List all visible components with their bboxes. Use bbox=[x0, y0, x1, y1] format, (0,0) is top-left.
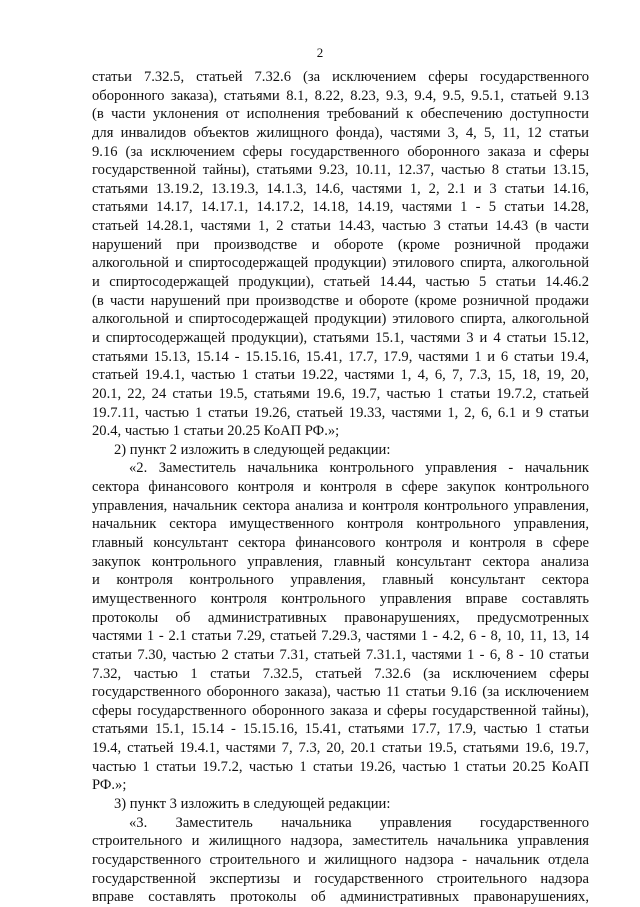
text-line: государственной экспертизы и государственного строительного надзора bbox=[92, 870, 589, 887]
text-line: алкогольной и спиртосодержащей продукции) этилового спирта, алкогольной bbox=[92, 311, 589, 328]
text-line: 7.32, частью 1 статьи 7.32.5, статьей 7.32.6 (за исключением сферы bbox=[92, 665, 589, 682]
text-line: статьей 14.28.1, частями 1, 2 статьи 14.43, частью 3 статьи 14.43 (в части bbox=[92, 218, 589, 235]
text-line: статьи 7.32.5, статьей 7.32.6 (за исключением сферы государственного bbox=[92, 69, 589, 85]
text-line: государственной тайны), статьями 9.23, 10.11, 12.37, частью 8 статьи 13.15, bbox=[92, 162, 589, 179]
text-line: управления, начальник сектора анализа и контроля контрольного управления, bbox=[92, 497, 589, 514]
text-line: статьями 13.19.2, 13.19.3, 14.1.3, 14.6, частями 1, 2, 2.1 и 3 статьи 14.16, bbox=[92, 180, 589, 197]
text-line: 9.16 (за исключением сферы государственного оборонного заказа и сферы bbox=[92, 143, 589, 160]
text-line: статьями 14.17, 14.17.1, 14.17.2, 14.18, 14.19, частями 1 - 5 статьи 14.28, bbox=[92, 199, 589, 216]
text-line: 2) пункт 2 изложить в следующей редакции: bbox=[114, 441, 391, 458]
text-line: 19.4, статьей 19.4.1, частями 7, 7.3, 20, 20.1 статьи 19.5, статьями 19.6, 19.7, bbox=[92, 740, 589, 757]
text-line: оборонного заказа), статьями 8.1, 8.22, 8.23, 9.3, 9.4, 9.5, 9.5.1, статьей 9.13 bbox=[92, 87, 589, 104]
text-line: для инвалидов объектов жилищного фонда), частями 3, 4, 5, 11, 12 статьи bbox=[92, 124, 589, 141]
text-line: протоколы об административных правонарушениях, предусмотренных bbox=[92, 609, 589, 626]
text-line: частью 1 статьи 19.7.2, частью 1 статьи 19.26, частью 1 статьи 20.25 КоАП bbox=[92, 758, 589, 775]
document-body bbox=[92, 68, 589, 907]
text-line: частями 1 - 2.1 статьи 7.29, статьей 7.29.3, частями 1 - 4.2, 6 - 8, 10, 11, 13, 14 bbox=[92, 628, 589, 645]
text-line: вправе составлять протоколы об административных правонарушениях, bbox=[92, 889, 589, 906]
text-line: статьями 15.1, 15.14 - 15.15.16, 15.41, статьями 17.7, 17.9, частью 1 статьи bbox=[92, 721, 589, 738]
text-line: (в части уклонения от исполнения требований к обеспечению доступности bbox=[92, 106, 589, 123]
text-line: 20.1, 22, 24 статьи 19.5, статьями 19.6, 19.7, частью 1 статьи 19.7.2, статьей bbox=[92, 385, 589, 402]
text-line: сферы государственного оборонного заказа и сферы государственной тайны), bbox=[92, 702, 589, 719]
text-line: начальник сектора имущественного контроля контрольного управления, bbox=[92, 516, 589, 533]
text-line: и спиртосодержащей продукции), статьями 15.1, частями 3 и 4 статьи 15.12, bbox=[92, 329, 589, 346]
text-line: главный консультант сектора финансового контроля и контроля в сфере bbox=[92, 535, 589, 552]
text-line: нарушений при производстве и обороте (кроме розничной продажи bbox=[92, 236, 589, 253]
text-line: РФ.»; bbox=[92, 777, 127, 794]
text-line: закупок контрольного управления, главный консультант сектора анализа bbox=[92, 553, 589, 570]
text-line: имущественного контроля контрольного управления вправе составлять bbox=[92, 590, 589, 607]
text-line: 3) пункт 3 изложить в следующей редакции: bbox=[114, 795, 391, 812]
text-line: алкогольной и спиртосодержащей продукции) этилового спирта, алкогольной bbox=[92, 255, 589, 272]
text-line: статьей 19.4.1, частью 1 статьи 19.22, частями 1, 4, 6, 7, 7.3, 15, 18, 19, 20, bbox=[92, 367, 589, 384]
text-line: и контроля контрольного управления, главный консультант сектора bbox=[92, 572, 589, 589]
text-line: (в части нарушений при производстве и обороте (кроме розничной продажи bbox=[92, 292, 589, 309]
text-line: сектора финансового контроля и контроля в сфере закупок контрольного bbox=[92, 479, 589, 496]
text-line: государственного строительного и жилищного надзора - начальник отдела bbox=[92, 851, 589, 868]
text-line: 20.4, частью 1 статьи 20.25 КоАП РФ.»; bbox=[92, 423, 340, 440]
text-line: статьями 15.13, 15.14 - 15.15.16, 15.41, 17.7, 17.9, частями 1 и 6 статьи 19.4, bbox=[92, 348, 589, 365]
page-number: 2 bbox=[316, 45, 324, 60]
text-line: строительного и жилищного надзора, заместитель начальника управления bbox=[92, 833, 589, 850]
text-line: статьи 7.30, частью 2 статьи 7.31, статьей 7.31.1, частями 1 - 6, 8 - 10 статьи bbox=[92, 646, 589, 663]
text-line: 19.7.11, частью 1 статьи 19.26, статьей 19.33, частями 1, 2, 6, 6.1 и 9 статьи bbox=[92, 404, 589, 421]
text-line: государственного оборонного заказа), частью 11 статьи 9.16 (за исключением bbox=[92, 684, 589, 701]
text-line: «3. Заместитель начальника управления государственного bbox=[129, 814, 589, 831]
text-line: «2. Заместитель начальника контрольного управления - начальник bbox=[129, 460, 589, 477]
text-line: и спиртосодержащей продукции), статьей 14.44, частью 5 статьи 14.46.2 bbox=[92, 274, 589, 291]
